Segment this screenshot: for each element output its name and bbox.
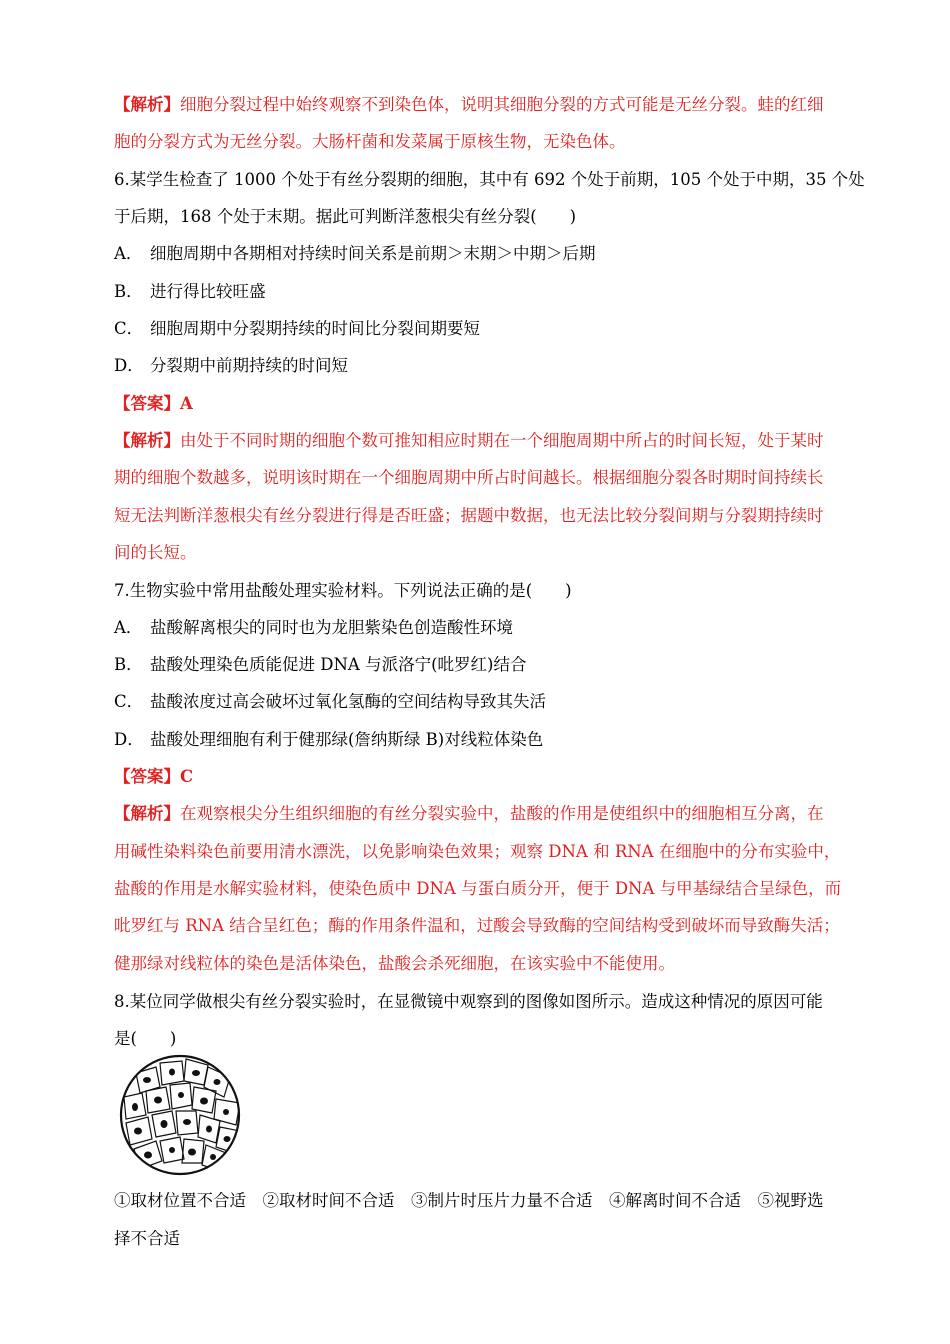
q6-stem-line-2: 于后期，168 个处于末期。据此可判断洋葱根尖有丝分裂( ): [114, 207, 577, 226]
q6-analysis-line-2: 期的细胞个数越多，说明该时期在一个细胞周期中所占时间越长。根据细胞分裂各时期时间持续长: [114, 468, 824, 487]
q7-analysis-line-4: 吡罗红与 RNA 结合呈红色；酶的作用条件温和，过酸会导致酶的空间结构受到破坏而导致酶失活；: [114, 916, 840, 935]
q6-stem-line-1: 6.某学生检查了 1000 个处于有丝分裂期的细胞，其中有 692 个处于前期，105 个处于中期，35 个处: [114, 170, 865, 189]
q7-analysis-line-2: 用碱性染料染色前要用清水漂洗，以免影响染色效果；观察 DNA 和 RNA 在细胞中的分布实验中，: [114, 842, 841, 861]
q5-analysis-line-1: 【解析】细胞分裂过程中始终观察不到染色体，说明其细胞分裂的方式可能是无丝分裂。蛙的红细: [114, 95, 824, 114]
q6-option-c: C． 细胞周期中分裂期持续的时间比分裂间期要短: [114, 319, 480, 338]
q6-option-a: A． 细胞周期中各期相对持续时间关系是前期＞末期＞中期＞后期: [114, 244, 596, 263]
q6-analysis-line-3: 短无法判断洋葱根尖有丝分裂进行得是否旺盛；据题中数据，也无法比较分裂间期与分裂期持续时: [114, 506, 824, 525]
q6-option-d: D． 分裂期中前期持续的时间短: [114, 356, 348, 375]
q7-option-a: A． 盐酸解离根尖的同时也为龙胆紫染色创造酸性环境: [114, 618, 513, 637]
analysis-tag: 【解析】: [114, 804, 180, 823]
q7-answer: 【答案】C: [114, 767, 194, 786]
q7-analysis-line-5: 健那绿对线粒体的染色是活体染色，盐酸会杀死细胞，在该实验中不能使用。: [114, 954, 675, 973]
q6-analysis-line-1: 【解析】由处于不同时期的细胞个数可推知相应时期在一个细胞周期中所占的时间长短，处于某时: [114, 431, 824, 450]
q7-analysis-line-1: 【解析】在观察根尖分生组织细胞的有丝分裂实验中，盐酸的作用是使组织中的细胞相互分离，在: [114, 804, 824, 823]
q7-option-c: C． 盐酸浓度过高会破坏过氧化氢酶的空间结构导致其失活: [114, 692, 546, 711]
q8-stem-line-2: 是( ): [114, 1029, 177, 1048]
microscope-field-image: [116, 1053, 244, 1177]
q7-stem: 7.生物实验中常用盐酸处理实验材料。下列说法正确的是( ): [114, 581, 572, 600]
q8-choices-line-1: ①取材位置不合适 ②取材时间不合适 ③制片时压片力量不合适 ④解离时间不合适 ⑤视野选: [114, 1191, 824, 1210]
q6-answer: 【答案】A: [114, 394, 193, 413]
q7-analysis-line-3: 盐酸的作用是水解实验材料，使染色质中 DNA 与蛋白质分开，便于 DNA 与甲基绿结合呈绿色，而: [114, 879, 842, 898]
q8-stem-line-1: 8.某位同学做根尖有丝分裂实验时，在显微镜中观察到的图像如图所示。造成这种情况的原因可能: [114, 992, 823, 1011]
q6-option-b: B． 进行得比较旺盛: [114, 282, 266, 301]
q5-analysis-line-2: 胞的分裂方式为无丝分裂。大肠杆菌和发菜属于原核生物，无染色体。: [114, 132, 626, 151]
q8-choices-line-2: 择不合适: [114, 1229, 180, 1248]
analysis-tag: 【解析】: [114, 431, 180, 450]
q7-option-b: B． 盐酸处理染色质能促进 DNA 与派洛宁(吡罗红)结合: [114, 655, 527, 674]
q6-analysis-line-4: 间的长短。: [114, 543, 197, 562]
analysis-tag: 【解析】: [114, 95, 180, 114]
q7-option-d: D． 盐酸处理细胞有利于健那绿(詹纳斯绿 B)对线粒体染色: [114, 730, 544, 749]
